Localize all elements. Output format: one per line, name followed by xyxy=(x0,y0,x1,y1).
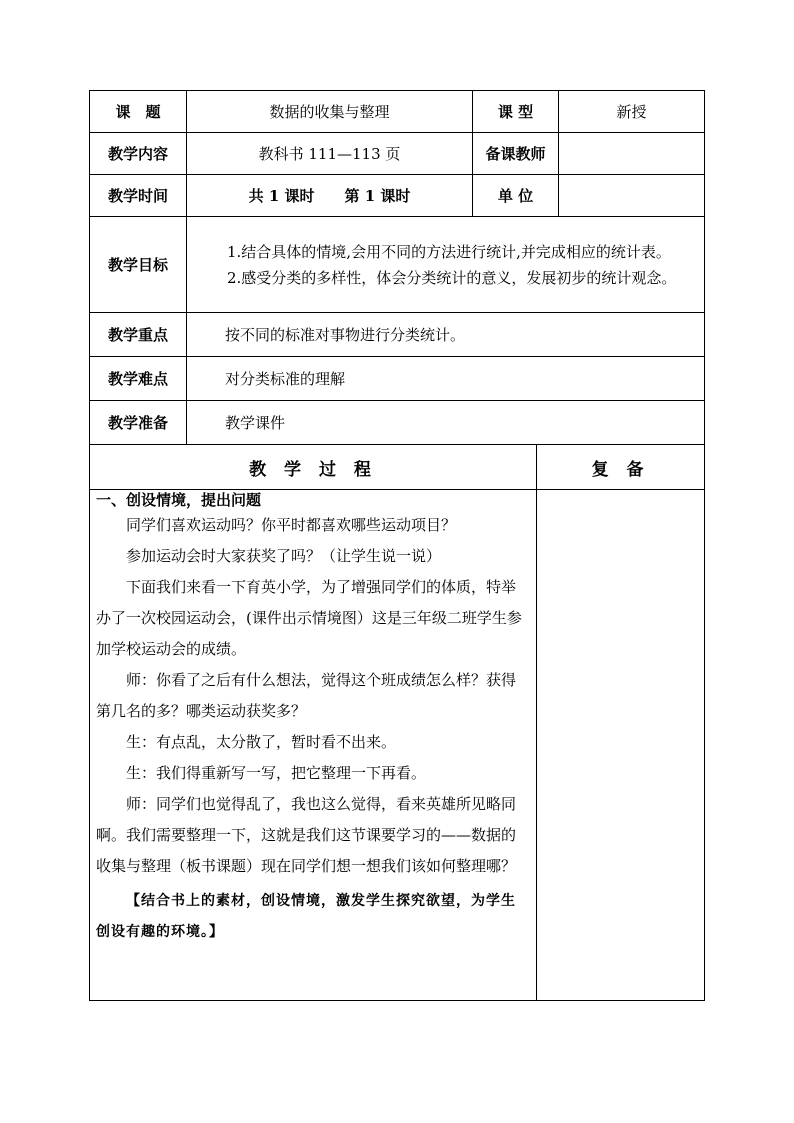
topic-label: 课 题 xyxy=(90,91,187,133)
content-row xyxy=(90,133,705,175)
difficulty-value: 对分类标准的理解 xyxy=(187,357,705,401)
key-point-label: 教学重点 xyxy=(90,313,187,357)
goals-list xyxy=(187,217,705,313)
goal-item-2: 2.感受分类的多样性，体会分类统计的意义，发展初步的统计观念。 xyxy=(227,268,677,287)
key-point-row xyxy=(90,313,705,357)
design-note: 【结合书上的素材，创设情境，激发学生探究欲望，为学生创设有趣的环境。】 xyxy=(96,893,516,940)
goals-label: 教学目标 xyxy=(90,217,187,313)
topic-value: 数据的收集与整理 xyxy=(187,91,473,133)
unit-label: 单 位 xyxy=(473,175,559,217)
key-point-value: 按不同的标准对事物进行分类统计。 xyxy=(187,313,705,357)
process-row xyxy=(90,490,705,1001)
difficulty-label: 教学难点 xyxy=(90,357,187,401)
paragraph-6: 生：我们得重新写一写，把它整理一下再看。 xyxy=(126,764,427,782)
preparation-label: 教学准备 xyxy=(90,401,187,445)
type-value: 新授 xyxy=(559,91,705,133)
review-header: 复 备 xyxy=(537,445,705,490)
unit-value xyxy=(559,175,705,217)
topic-row xyxy=(90,91,705,133)
review-notes-cell xyxy=(537,490,705,1001)
process-header: 教 学 过 程 xyxy=(90,445,537,490)
time-value: 共 1 课时 第 1 课时 xyxy=(187,175,473,217)
content-label: 教学内容 xyxy=(90,133,187,175)
paragraph-1: 同学们喜欢运动吗？你平时都喜欢哪些运动项目？ xyxy=(126,516,457,534)
process-content xyxy=(90,490,537,1001)
time-label: 教学时间 xyxy=(90,175,187,217)
paragraph-4: 师：你看了之后有什么想法，觉得这个班成绩怎么样？获得第几名的多？哪类运动获奖多？ xyxy=(96,671,517,720)
difficulty-row xyxy=(90,357,705,401)
preparation-row xyxy=(90,401,705,445)
teacher-label: 备课教师 xyxy=(473,133,559,175)
paragraph-5: 生：有点乱，太分散了，暂时看不出来。 xyxy=(126,733,397,751)
time-row xyxy=(90,175,705,217)
process-header-row xyxy=(90,445,705,490)
section-title: 一、创设情境，提出问题 xyxy=(96,491,262,509)
lesson-plan-table xyxy=(89,90,705,1001)
teacher-value xyxy=(559,133,705,175)
goal-item-1: 1.结合具体的情境,会用不同的方法进行统计,并完成相应的统计表。 xyxy=(227,242,671,261)
paragraph-3: 下面我们来看一下育英小学，为了增强同学们的体质，特举办了一次校园运动会，(课件出示情境图）这是三年级二班学生参加学校运动会的成绩。 xyxy=(96,578,522,658)
paragraph-2: 参加运动会时大家获奖了吗？（让学生说一说） xyxy=(126,547,442,565)
type-label: 课 型 xyxy=(473,91,559,133)
preparation-value: 教学课件 xyxy=(187,401,705,445)
paragraph-7: 师：同学们也觉得乱了，我也这么觉得，看来英雄所见略同啊。我们需要整理一下，这就是我们这节课要学习的——数据的收集与整理（板书课题）现在同学们想一想我们该如何整理哪？ xyxy=(96,795,517,875)
content-value: 教科书 111—113 页 xyxy=(187,133,473,175)
goals-row xyxy=(90,217,705,313)
